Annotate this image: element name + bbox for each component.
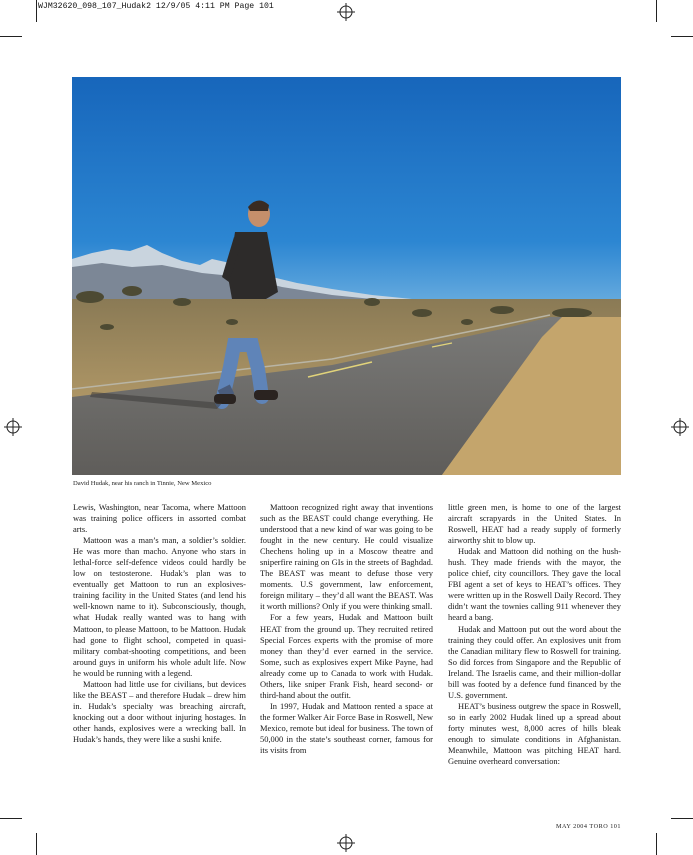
paragraph: HEAT’s business outgrew the space in Roswell, so in early 2002 Hudak lined up a spread about forty minutes west, 8,000 acres of hills bleak enough to simulate conditions in Afghanistan. Meanwhile, Mattoon was pitching HEAT hard. Genuine overheard conversation: [448, 700, 621, 767]
paragraph: Hudak and Mattoon put out the word about the training they could offer. An explosives unit from the Canadian military flew to Roswell for training. So did forces from Singapore and the Republic of Ireland. The Israelis came, and their million-dollar bill was footed by a defence fund financed by the U.S. government. [448, 623, 621, 700]
paragraph: For a few years, Hudak and Mattoon built HEAT from the ground up. They recruited retired Special Forces experts with the promise of more money than they’d ever earned in the service. Some, such as explosives expert Mike Payne, had already come up to Canada to work with Hudak. Others, like sniper Frank Fish, heard second- or third-hand about the outfit. [260, 612, 433, 700]
photo-illustration [72, 77, 621, 475]
paragraph: Lewis, Washington, near Tacoma, where Mattoon was training police officers in assorted combat arts. [73, 502, 246, 535]
crop-mark [36, 0, 37, 22]
photo-man-on-desert-road [72, 77, 621, 475]
photo-caption: David Hudak, near his ranch in Tinnie, New Mexico [73, 480, 212, 487]
crop-mark [671, 36, 693, 37]
paragraph: Mattoon had little use for civilians, but devices like the BEAST – and therefore Hudak – drew him in. Hudak’s specialty was breaching aircraft, knocking out a door without injuring hostages. In other hands, explosives were a wrecking ball. In Hudak’s hands, they were like a sushi knife. [73, 678, 246, 744]
paragraph: Mattoon was a man’s man, a soldier’s soldier. He was more than macho. Anyone who stars in lethal-force self-defence videos could hardly be low on testosterone. Hudak’s plan was to eventually get Mattoon to run an explosives-training facility in the United States (and lend his well-known name to it). Subconsciously, though, what Hudak really wanted was to hang with Mattoon, to please Mattoon, to be Mattoon. Hudak had gone to flight school, competed in quasi-military combat-shooting competitions, and been around guys in uniform his whole adult life. Now he would be running with a legend. [73, 535, 246, 678]
crop-mark [36, 833, 37, 855]
crop-mark [671, 818, 693, 819]
crop-mark [0, 818, 22, 819]
paragraph: In 1997, Hudak and Mattoon rented a space at the former Walker Air Force Base in Roswell, New Mexico, remote but ideal for business. The town of 50,000 in the state’s southeast corner, famous for its visits from [260, 700, 433, 756]
paragraph: Mattoon recognized right away that inventions such as the BEAST could change everything. He understood that a new kind of war was going to be fought in the new century. He could visualize Chechens holing up in a Moscow theatre and sniperfire raining on GIs in the streets of Baghdad. The BEAST was meant to defuse those very moments. U.S government, law enforcement, foreign military – they’d all want the BEAST. Was it worth millions? Only if you were thinking small. [260, 502, 433, 612]
registration-mark-left [4, 418, 22, 436]
crop-mark [656, 0, 657, 22]
print-slug: WJM32620_098_107_Hudak2 12/9/05 4:11 PM Page 101 [38, 2, 274, 11]
article-column-2 [260, 502, 433, 756]
crop-mark [0, 36, 22, 37]
article-column-1 [73, 502, 246, 745]
paragraph: little green men, is home to one of the largest aircraft scrapyards in the United States. In Roswell, HEAT had a ready supply of formerly airworthy shit to blow up. [448, 502, 621, 546]
article-column-3 [448, 502, 621, 767]
registration-mark-right [671, 418, 689, 436]
page-footer: MAY 2004 TORO 101 [555, 823, 621, 830]
paragraph: Hudak and Mattoon did nothing on the hush-hush. They made friends with the mayor, the police chief, city councillors. They gave the local FBI agent a set of keys to HEAT’s offices. They were written up in the Roswell Daily Record. They didn’t want the townies calling 911 whenever they heard a bang. [448, 546, 621, 623]
registration-mark-bottom [337, 834, 355, 852]
registration-mark-top [337, 3, 355, 21]
crop-mark [656, 833, 657, 855]
